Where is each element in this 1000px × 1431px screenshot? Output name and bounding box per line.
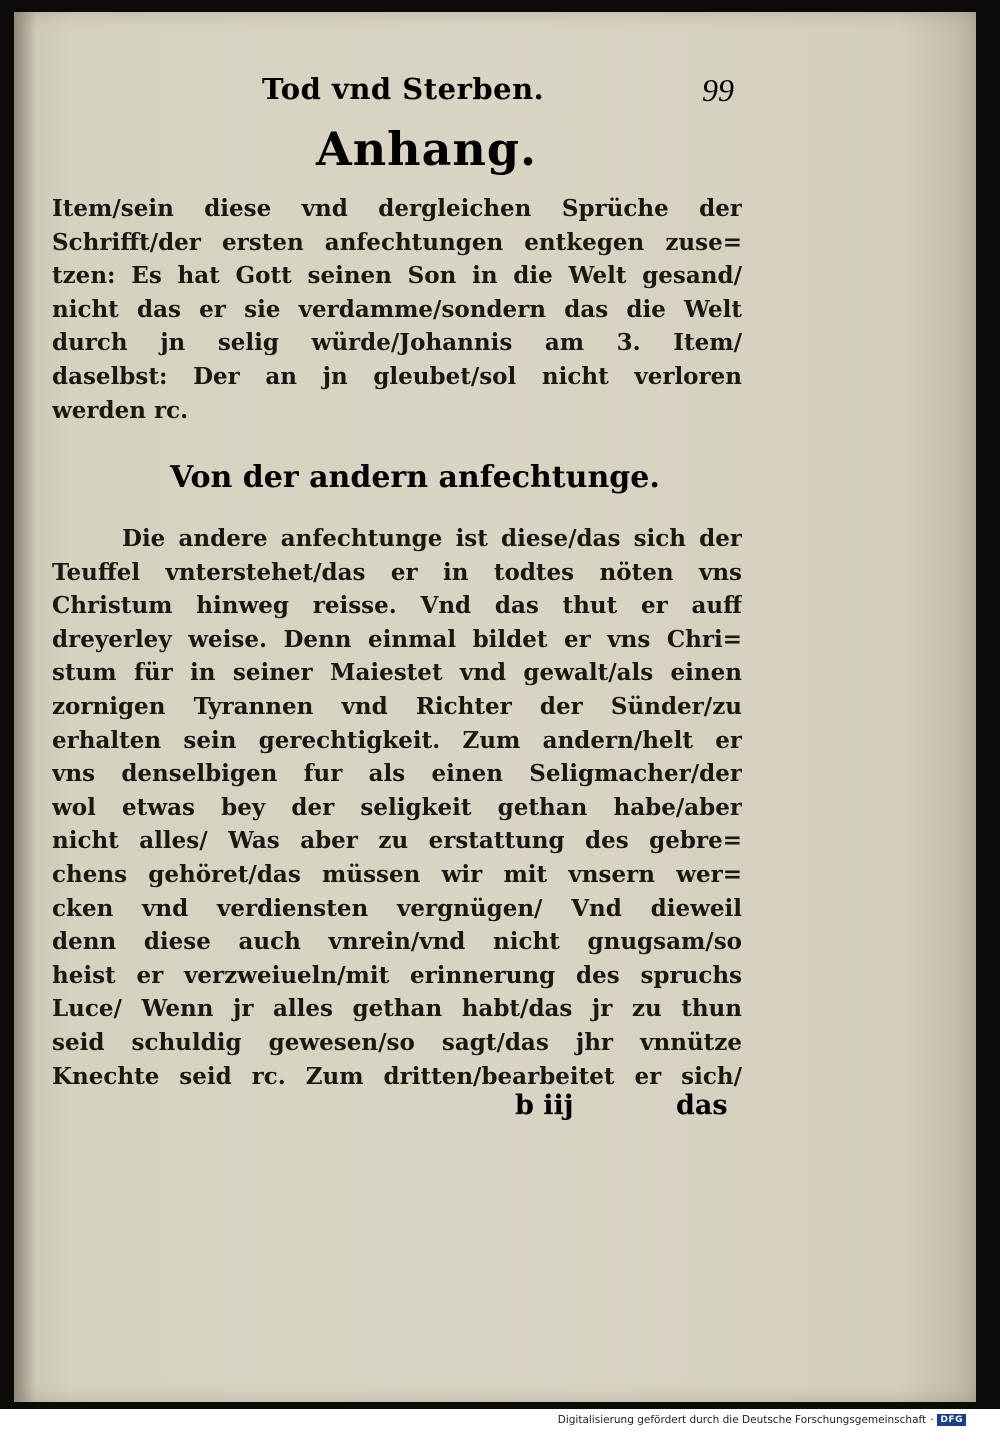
text-line: zornigen Tyrannen vnd Richter der Sünder/zu xyxy=(52,692,742,720)
catchword: das xyxy=(676,1090,728,1121)
running-head: Tod vnd Sterben. xyxy=(262,72,545,106)
text-line: Teuffel vnterstehet/das er in todtes nöten vns xyxy=(52,558,742,586)
text-line: daselbst: Der an jn gleubet/sol nicht verloren xyxy=(52,362,742,390)
text-line: werden rc. xyxy=(52,396,189,424)
text-line: dreyerley weise. Denn einmal bildet er vns Chri= xyxy=(52,625,742,653)
dfg-logo: DFG xyxy=(937,1414,966,1426)
text-line: Item/sein diese vnd dergleichen Sprüche der xyxy=(52,195,742,222)
section-title: Anhang. xyxy=(316,122,538,176)
signature-mark: b iij xyxy=(515,1090,574,1121)
page-number: 99 xyxy=(702,72,734,108)
footer-text: Digitalisierung gefördert durch die Deutsche Forschungsgemeinschaft xyxy=(557,1414,927,1426)
text-line: heist er verzweiueln/mit erinnerung des spruchs xyxy=(52,961,742,989)
subheading: Von der andern anfechtunge. xyxy=(170,460,660,495)
text-line: chens gehöret/das müssen wir mit vnsern wer= xyxy=(52,860,742,888)
text-line: stum für in seiner Maiestet vnd gewalt/als einen xyxy=(52,659,742,687)
digitization-footer xyxy=(558,1414,966,1426)
paragraph-2 xyxy=(52,522,742,1093)
text-line: Christum hinweg reisse. Vnd das thut er auff xyxy=(52,592,742,620)
text-line: seid schuldig gewesen/so sagt/das jhr vnnütze xyxy=(52,1028,742,1056)
text-line: cken vnd verdiensten vergnügen/ Vnd dieweil xyxy=(52,894,742,922)
text-line: tzen: Es hat Gott seinen Son in die Welt gesand/ xyxy=(52,262,742,290)
text-line: Die andere anfechtunge ist diese/das sich der xyxy=(122,525,742,552)
text-line: wol etwas bey der seligkeit gethan habe/aber xyxy=(52,793,742,821)
text-line: erhalten sein gerechtigkeit. Zum andern/helt er xyxy=(52,726,742,754)
footer-separator: · xyxy=(930,1414,934,1426)
text-line: Knechte seid rc. Zum dritten/bearbeitet er sich/ xyxy=(52,1062,742,1090)
text-line: denn diese auch vnrein/vnd nicht gnugsam/so xyxy=(52,928,742,956)
text-line: durch jn selig würde/Johannis am 3. Item/ xyxy=(52,329,742,357)
text-line: Schrifft/der ersten anfechtungen entkegen zuse= xyxy=(52,228,742,256)
text-line: nicht alles/ Was aber zu erstattung des gebre= xyxy=(52,827,742,855)
text-line: vns denselbigen fur als einen Seligmacher/der xyxy=(52,760,742,788)
text-line: nicht das er sie verdamme/sondern das die Welt xyxy=(52,295,742,323)
page-gutter xyxy=(14,12,36,1402)
text-line: Luce/ Wenn jr alles gethan habt/das jr zu thun xyxy=(52,995,742,1023)
paragraph-1 xyxy=(52,192,742,427)
